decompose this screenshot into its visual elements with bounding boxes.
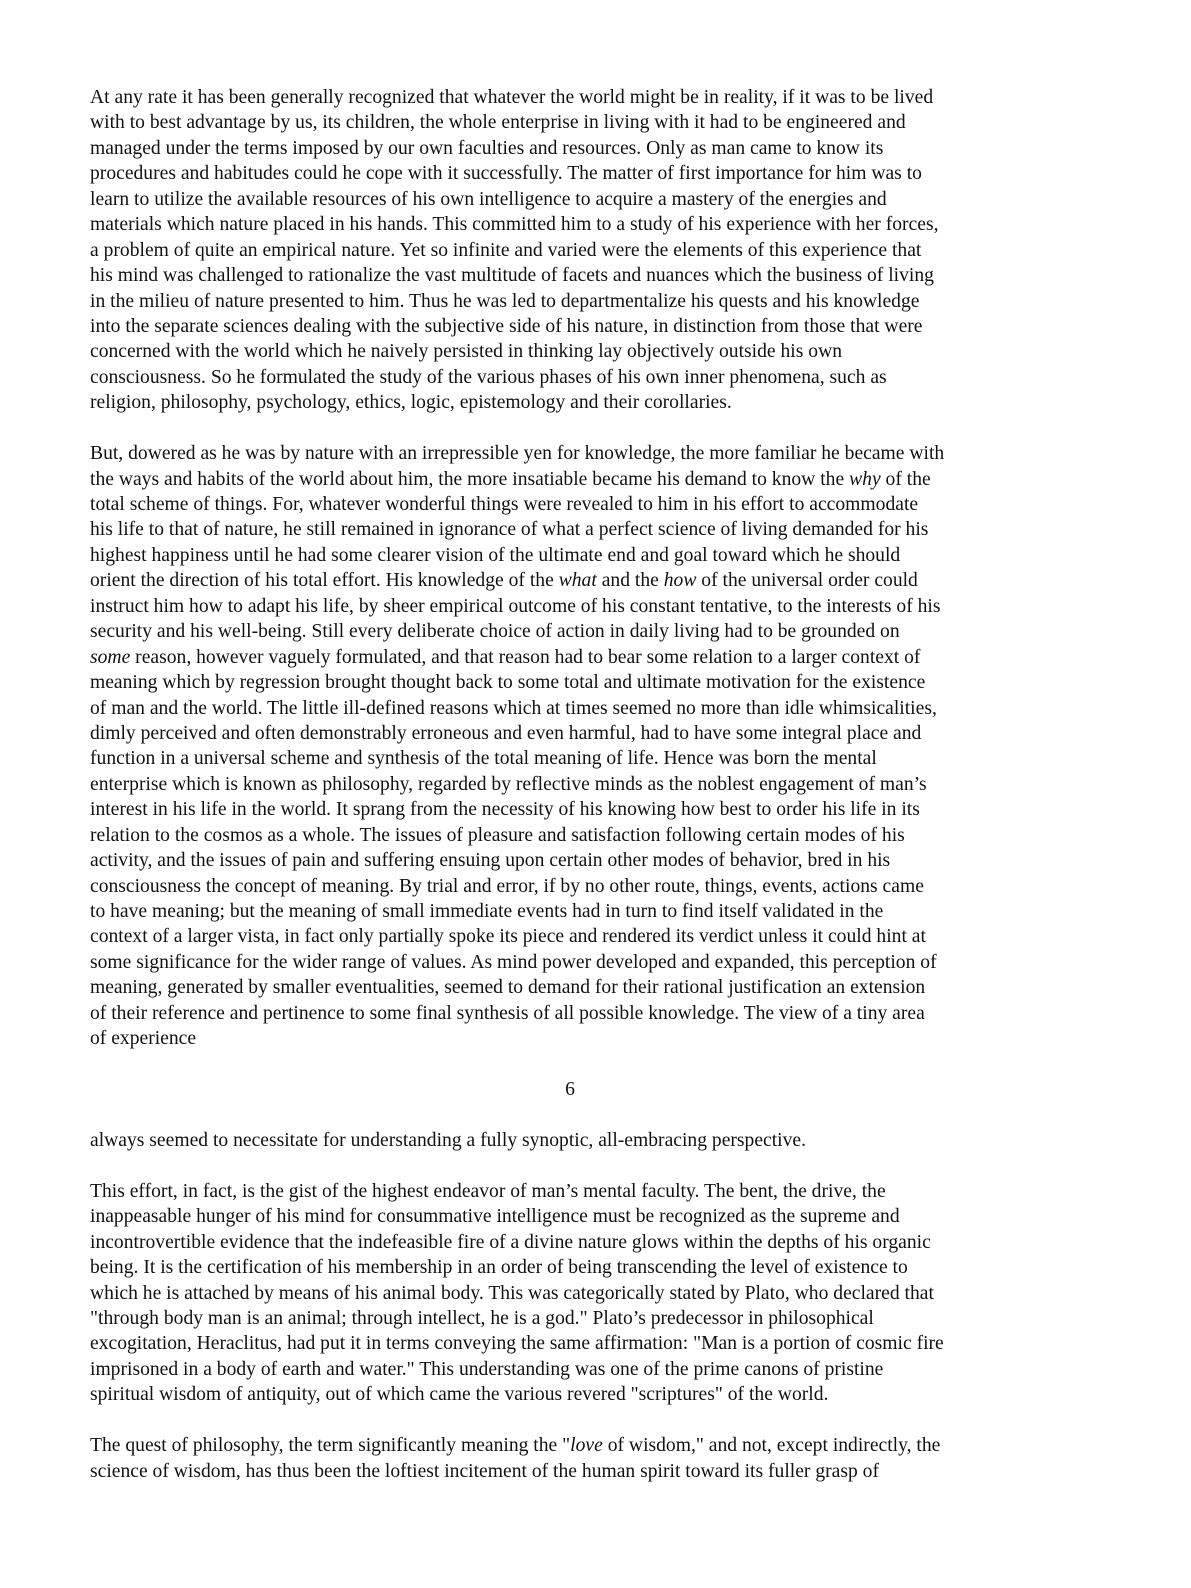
text-line	[90, 975, 1090, 1000]
text-line	[90, 314, 1090, 339]
text-segment: of the	[880, 468, 931, 490]
text-line	[90, 1179, 1090, 1204]
paragraph-gap	[90, 1052, 1090, 1077]
text-line	[90, 441, 1090, 466]
text-segment: But, dowered as he was by nature with an irrepressible yen for knowledge, the more familiar he became with	[90, 443, 945, 465]
paragraph	[90, 441, 1090, 1052]
page-number	[90, 1077, 1050, 1102]
text-line	[90, 797, 1090, 822]
text-line	[90, 848, 1090, 873]
text-line	[90, 1026, 1090, 1051]
text-line	[90, 772, 1090, 797]
text-line	[90, 212, 1090, 237]
text-line	[90, 696, 1090, 721]
text-line	[90, 110, 1090, 135]
text-line	[90, 1128, 1090, 1153]
text-line	[90, 1204, 1090, 1229]
text-line	[90, 1281, 1090, 1306]
text-segment: total scheme of things. For, whatever wonderful things were revealed to him in his effort to accommodate	[90, 494, 919, 515]
text-line	[90, 1230, 1090, 1255]
text-segment: concerned with the world which he naively persisted in thinking lay objectively outside his own	[90, 341, 843, 363]
text-segment: which he is attached by means of his animal body. This was categorically stated by Plato, who declared that	[90, 1282, 934, 1304]
text-segment: managed under the terms imposed by our own faculties and resources. Only as man came to know its	[90, 137, 884, 159]
text-line	[90, 161, 1090, 186]
text-segment: instruct him how to adapt his life, by sheer empirical outcome of his constant tentative, to the interests of his	[90, 595, 941, 617]
text-segment: The quest of philosophy, the term significantly meaning the "	[90, 1435, 571, 1457]
text-line	[90, 619, 1090, 644]
text-segment: At any rate it has been generally recognized that whatever the world might be in reality, if it was to be lived	[90, 87, 934, 108]
text-line	[90, 874, 1090, 899]
text-segment: This effort, in fact, is the gist of the highest endeavor of man’s mental faculty. The bent, the drive, the	[90, 1180, 886, 1202]
text-segment: his life to that of nature, he still remained in ignorance of what a perfect science of living demanded for his	[90, 519, 929, 541]
text-line	[90, 670, 1090, 695]
italic-text: some	[90, 646, 131, 668]
text-segment: his mind was challenged to rationalize the vast multitude of facets and nuances which the business of living	[90, 265, 934, 287]
text-line	[90, 492, 1090, 517]
text-segment: meaning, generated by smaller eventualities, seemed to demand for their rational justification an extension	[90, 977, 926, 999]
text-segment: religion, philosophy, psychology, ethics, logic, epistemology and their corollaries.	[90, 392, 732, 414]
paragraph	[90, 1179, 1090, 1408]
text-line	[90, 1077, 1050, 1102]
text-segment: security and his well-being. Still every deliberate choice of action in daily living had to be grounded on	[90, 621, 900, 643]
text-segment: into the separate sciences dealing with the subjective side of his nature, in distinction from those that were	[90, 315, 923, 337]
text-segment: learn to utilize the available resources of his own intelligence to acquire a mastery of the energies and	[90, 188, 887, 210]
text-segment: spiritual wisdom of antiquity, out of which came the various revered "scriptures" of the world.	[90, 1384, 829, 1406]
text-segment: some significance for the wider range of values. As mind power developed and expanded, this perception of	[90, 951, 937, 973]
text-line	[90, 1255, 1090, 1280]
paragraph-gap	[90, 1408, 1090, 1433]
text-line	[90, 187, 1090, 212]
text-line	[90, 339, 1090, 364]
paragraph-gap	[90, 1153, 1090, 1178]
text-line	[90, 1459, 1090, 1484]
text-line	[90, 1306, 1090, 1331]
text-line	[90, 263, 1090, 288]
text-segment: consciousness. So he formulated the study of the various phases of his own inner phenomena, such as	[90, 366, 887, 388]
text-segment: science of wisdom, has thus been the loftiest incitement of the human spirit toward its fuller grasp of	[90, 1460, 880, 1482]
paragraph	[90, 1128, 1090, 1153]
text-line	[90, 950, 1090, 975]
italic-text: how	[663, 570, 697, 592]
text-segment: a problem of quite an empirical nature. Yet so infinite and varied were the elements of this experience that	[90, 239, 922, 261]
text-segment: always seemed to necessitate for understanding a fully synoptic, all-embracing perspective.	[90, 1129, 807, 1151]
text-segment: context of a larger vista, in fact only partially spoke its piece and rendered its verdict unless it could hint at	[90, 926, 926, 948]
text-line	[90, 289, 1090, 314]
text-line	[90, 645, 1090, 670]
text-segment: of the universal order could	[696, 570, 918, 592]
text-line	[90, 517, 1090, 542]
text-segment: reason, however vaguely formulated, and that reason had to bear some relation to a larger context of	[130, 646, 921, 668]
paragraph-gap	[90, 1103, 1090, 1128]
text-segment: interest in his life in the world. It sprang from the necessity of his knowing how best to order his life in its	[90, 799, 920, 821]
text-line	[90, 594, 1090, 619]
text-line	[90, 390, 1090, 415]
paragraph-gap	[90, 416, 1090, 441]
text-line	[90, 543, 1090, 568]
text-segment: excogitation, Heraclitus, had put it in terms conveying the same affirmation: "Man is a portion of cosmic fire	[90, 1333, 944, 1355]
text-line	[90, 899, 1090, 924]
paragraph	[90, 85, 1090, 416]
text-line	[90, 1001, 1090, 1026]
text-segment: orient the direction of his total effort. His knowledge of the	[90, 570, 559, 592]
text-line	[90, 1331, 1090, 1356]
text-line	[90, 85, 1090, 110]
text-line	[90, 238, 1090, 263]
text-line	[90, 568, 1090, 593]
text-segment: dimly perceived and often demonstrably erroneous and even harmful, had to have some integral place and	[90, 722, 922, 744]
text-segment: "through body man is an animal; through intellect, he is a god." Plato’s predecessor in philosophical	[90, 1308, 874, 1329]
text-segment: incontrovertible evidence that the indefeasible fire of a divine nature glows within the depths of his organic	[90, 1231, 931, 1253]
text-segment: meaning which by regression brought thought back to some total and ultimate motivation for the existence	[90, 672, 926, 694]
italic-text: what	[558, 570, 597, 592]
italic-text: why	[849, 468, 881, 490]
text-segment: consciousness the concept of meaning. By trial and error, if by no other route, things, events, actions came	[90, 875, 924, 897]
text-segment: being. It is the certification of his membership in an order of being transcending the level of existence to	[90, 1257, 908, 1279]
text-segment: of their reference and pertinence to some final synthesis of all possible knowledge. The view of a tiny area	[90, 1002, 925, 1024]
text-line	[90, 365, 1090, 390]
text-segment: relation to the cosmos as a whole. The issues of pleasure and satisfaction following certain modes of his	[90, 824, 905, 846]
text-segment: imprisoned in a body of earth and water." This understanding was one of the prime canons of pristine	[90, 1358, 884, 1380]
text-segment: 6	[565, 1079, 575, 1101]
text-segment: procedures and habitudes could he cope with it successfully. The matter of first importance for him was to	[90, 163, 922, 185]
text-segment: to have meaning; but the meaning of small immediate events had in turn to find itself validated in the	[90, 901, 884, 922]
text-line	[90, 721, 1090, 746]
text-segment: highest happiness until he had some clearer vision of the ultimate end and goal toward which he should	[90, 544, 901, 566]
italic-text: love	[570, 1435, 603, 1457]
text-segment: of experience	[90, 1028, 197, 1050]
text-line	[90, 136, 1090, 161]
text-line	[90, 467, 1090, 492]
text-segment: and the	[596, 570, 664, 592]
text-segment: of man and the world. The little ill-defined reasons which at times seemed no more than idle whimsicalities,	[90, 697, 937, 719]
text-segment: with to best advantage by us, its children, the whole enterprise in living with it had to be engineered and	[90, 112, 906, 134]
text-segment: function in a universal scheme and synthesis of the total meaning of life. Hence was born the mental	[90, 748, 877, 770]
text-segment: activity, and the issues of pain and suffering ensuing upon certain other modes of behavior, bred in his	[90, 850, 891, 872]
text-segment: the ways and habits of the world about him, the more insatiable became his demand to know the	[90, 468, 850, 490]
paragraph	[90, 1433, 1090, 1484]
text-line	[90, 1382, 1090, 1407]
text-segment: inappeasable hunger of his mind for consummative intelligence must be recognized as the supreme and	[90, 1206, 900, 1228]
text-segment: enterprise which is known as philosophy, regarded by reflective minds as the noblest engagement of man’s	[90, 773, 927, 795]
document-page	[90, 85, 1090, 1484]
text-line	[90, 924, 1090, 949]
text-line	[90, 746, 1090, 771]
text-line	[90, 1357, 1090, 1382]
text-line	[90, 1433, 1090, 1458]
text-line	[90, 823, 1090, 848]
text-segment: of wisdom," and not, except indirectly, the	[602, 1435, 941, 1457]
text-segment: materials which nature placed in his hands. This committed him to a study of his experience with her forces,	[90, 214, 939, 236]
text-segment: in the milieu of nature presented to him. Thus he was led to departmentalize his quests and his knowledge	[90, 290, 920, 312]
